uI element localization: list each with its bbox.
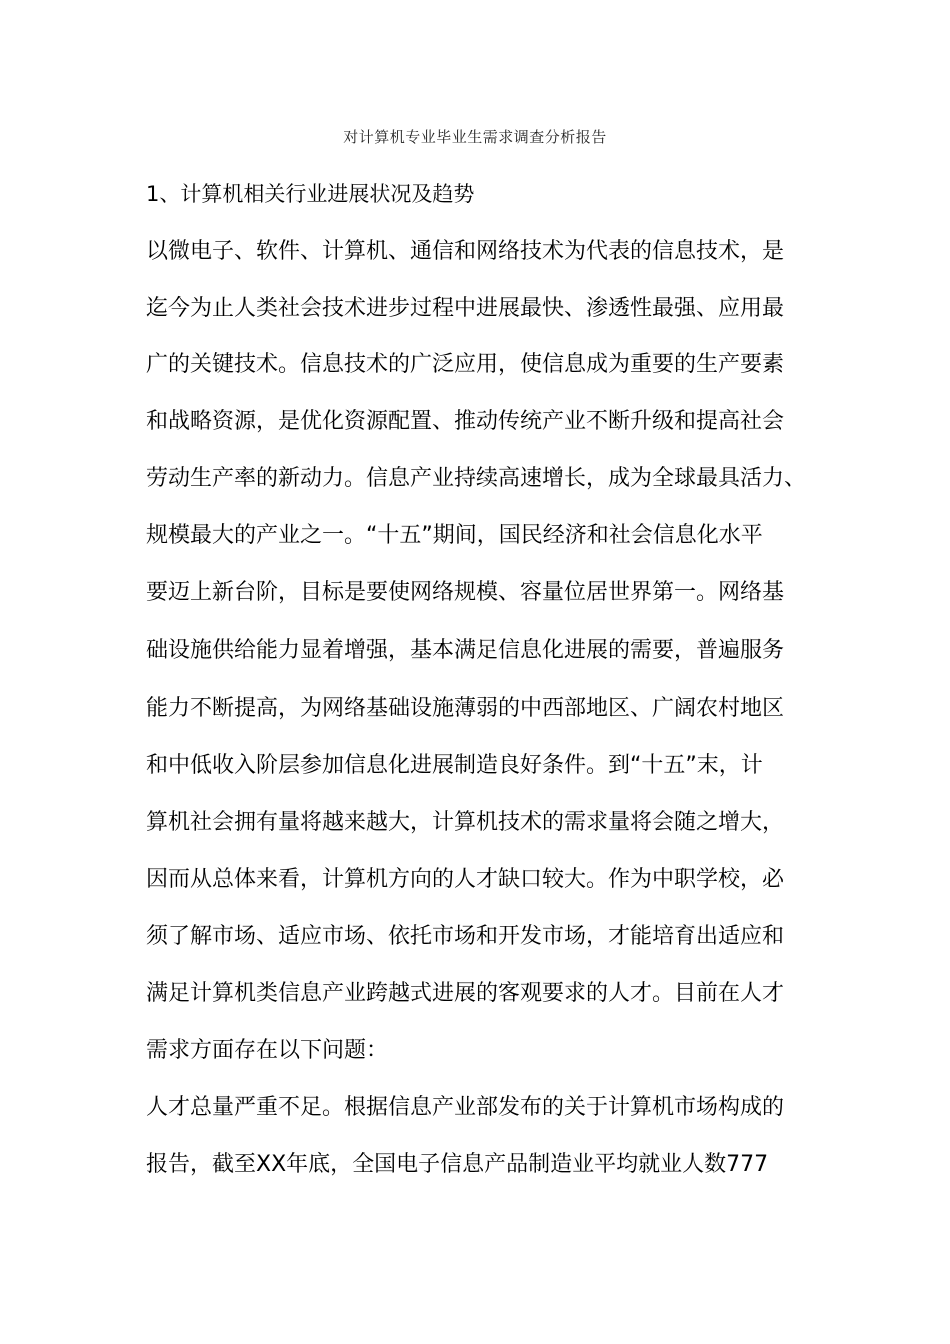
body-line-14: 满足计算机类信息产业跨越式进展的客观要求的人才。目前在人才 — [146, 981, 785, 1006]
document-title: 对计算机专业毕业生需求调查分析报告 — [343, 128, 607, 146]
body-line-4: 和战略资源，是优化资源配置、推动传统产业不断升级和提高社会 — [146, 409, 785, 434]
section-heading: 1、计算机相关行业进展状况及趋势 — [146, 182, 475, 206]
body-line-16: 人才总量严重不足。根据信息产业部发布的关于计算机市场构成的 — [146, 1095, 785, 1120]
body-line-13: 须了解市场、适应市场、依托市场和开发市场，才能培育出适应和 — [146, 924, 785, 949]
body-line-2: 迄今为止人类社会技术进步过程中进展最快、渗透性最强、应用最 — [146, 296, 785, 321]
body-line-7: 要迈上新台阶，目标是要使网络规模、容量位居世界第一。网络基 — [146, 580, 785, 605]
body-line-3: 广的关键技术。信息技术的广泛应用，使信息成为重要的生产要素 — [146, 352, 785, 377]
body-line-15: 需求方面存在以下问题： — [146, 1038, 389, 1063]
body-line-12: 因而从总体来看，计算机方向的人才缺口较大。作为中职学校，必 — [146, 867, 785, 892]
body-line-11: 算机社会拥有量将越来越大，计算机技术的需求量将会随之增大， — [146, 810, 785, 835]
body-line-10: 和中低收入阶层参加信息化进展制造良好条件。到“十五”末，计 — [146, 753, 763, 778]
body-line-1: 以微电子、软件、计算机、通信和网络技术为代表的信息技术，是 — [146, 239, 785, 264]
body-line-9: 能力不断提高，为网络基础设施薄弱的中西部地区、广阔农村地区 — [146, 696, 785, 721]
body-line-6: 规模最大的产业之一。“十五”期间，国民经济和社会信息化水平 — [146, 523, 763, 548]
body-line-5: 劳动生产率的新动力。信息产业持续高速增长，成为全球最具活力、 — [146, 466, 807, 491]
body-line-17: 报告，截至XX年底，全国电子信息产品制造业平均就业人数777 — [146, 1152, 769, 1177]
body-line-8: 础设施供给能力显着增强，基本满足信息化进展的需要，普遍服务 — [146, 638, 785, 663]
